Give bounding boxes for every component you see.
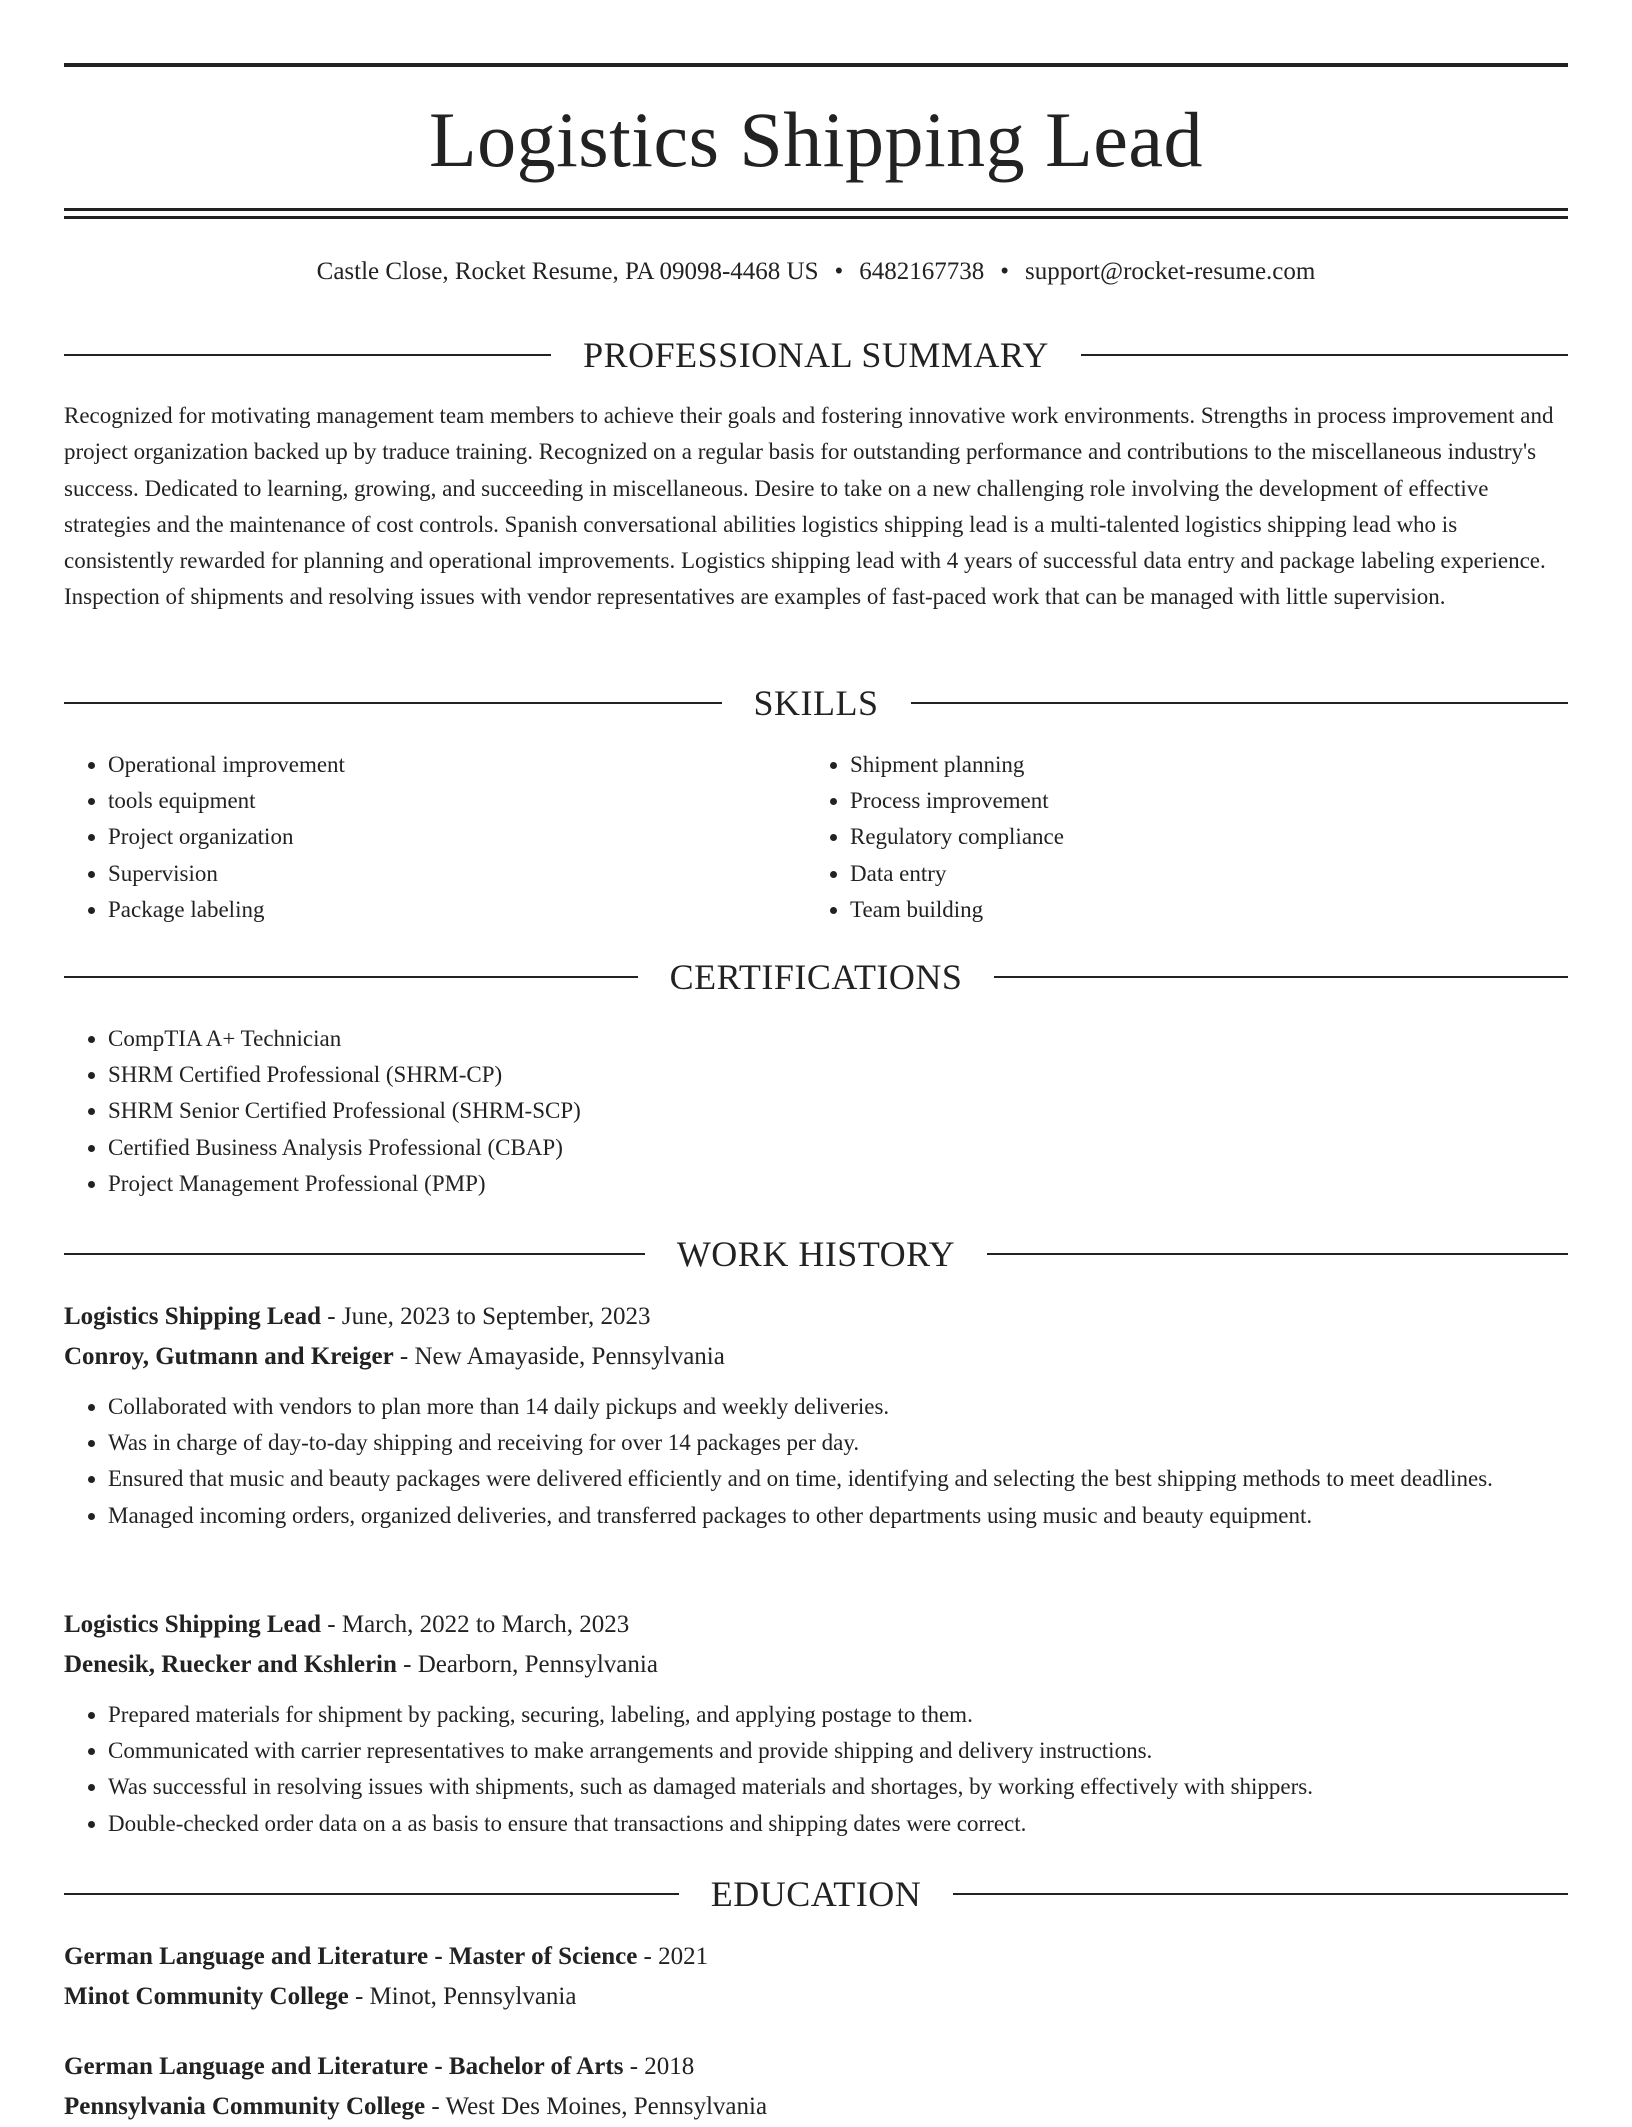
edu-school: Pennsylvania Community College [64, 2093, 426, 2120]
edu-year: - 2021 [637, 1943, 709, 1970]
job-entry [64, 1297, 1568, 1534]
job-title-line [64, 1605, 1568, 1645]
edu-year: - 2018 [623, 2053, 695, 2080]
heading-rule-left [64, 1893, 679, 1895]
job-bullet: • Was in charge of day-to-day shipping and receiving for over 14 packages per day. [108, 1425, 1568, 1461]
skills-list-left [64, 747, 848, 928]
contact-line [64, 252, 1568, 292]
contact-phone: 6482167738 [859, 258, 985, 285]
edu-degree: German Language and Literature - Master of Science [64, 1943, 638, 1970]
education-title: EDUCATION [710, 1874, 922, 1914]
job-title: Logistics Shipping Lead [64, 1303, 322, 1330]
heading-rule-right [1081, 354, 1568, 356]
summary-heading [64, 330, 1568, 380]
job-title-line [64, 1297, 1568, 1337]
skills-list-right [806, 747, 1590, 928]
skill-item: • tools equipment [108, 783, 848, 819]
top-rule [64, 63, 1568, 67]
heading-rule-left [64, 354, 551, 356]
job-dates: - March, 2022 to March, 2023 [321, 1611, 630, 1638]
certification-item: • Project Management Professional (PMP) [108, 1166, 1612, 1202]
edu-school-line [64, 1977, 1568, 2017]
job-company-line [64, 1645, 1568, 1685]
header-rule-lower [64, 216, 1568, 219]
edu-school-line [64, 2087, 1568, 2127]
skills-heading [64, 678, 1568, 728]
heading-rule-right [911, 702, 1569, 704]
contact-email: support@rocket-resume.com [1025, 258, 1316, 285]
certifications-title: CERTIFICATIONS [669, 957, 963, 997]
job-bullet: • Double-checked order data on a as basis to ensure that transactions and shipping dates were correct. [108, 1806, 1568, 1842]
job-bullet: • Communicated with carrier representatives to make arrangements and provide shipping and delivery instructions. [108, 1733, 1568, 1769]
edu-school: Minot Community College [64, 1983, 349, 2010]
heading-rule-left [64, 976, 638, 978]
heading-rule-right [987, 1253, 1568, 1255]
certification-item: • SHRM Certified Professional (SHRM-CP) [108, 1057, 1612, 1093]
job-bullets [64, 1389, 1568, 1534]
certifications-list [64, 1021, 1612, 1202]
contact-separator: • [834, 258, 844, 285]
education-heading [64, 1869, 1568, 1919]
summary-title: PROFESSIONAL SUMMARY [583, 335, 1049, 375]
edu-degree-line [64, 2047, 1568, 2087]
work-heading [64, 1229, 1568, 1279]
heading-rule-right [953, 1893, 1568, 1895]
skill-item: • Package labeling [108, 892, 848, 928]
job-title: Logistics Shipping Lead [64, 1611, 322, 1638]
certifications-heading [64, 952, 1568, 1002]
job-company: Conroy, Gutmann and Kreiger [64, 1343, 394, 1370]
certification-item: • SHRM Senior Certified Professional (SHRM-SCP) [108, 1093, 1612, 1129]
job-bullet: • Was successful in resolving issues with shipments, such as damaged materials and shortages, by working effectively with shippers. [108, 1769, 1568, 1805]
education-entry [64, 1937, 1568, 2017]
summary-text: Recognized for motivating management team members to achieve their goals and fostering innovative work environments. Strengths in process improvement and project organization backed up by traduce training. Recognized on a regular basis for outstanding performance and contributions to the miscellaneous industry's success. Dedicated to learning, growing, and succeeding in miscellaneous. Desire to take on a new challenging role involving the development of effective strategies and the maintenance of cost controls. Spanish conversational abilities logistics shipping lead is a multi-talented logistics shipping lead who is consistently rewarded for planning and operational improvements. Logistics shipping lead with 4 years of successful data entry and package labeling experience. Inspection of shipments and resolving issues with vendor representatives are examples of fast-paced work that can be managed with little supervision. [64, 403, 1554, 610]
certification-item: • Certified Business Analysis Professional (CBAP) [108, 1130, 1612, 1166]
job-dates: - June, 2023 to September, 2023 [321, 1303, 651, 1330]
heading-rule-left [64, 1253, 645, 1255]
contact-separator: • [1000, 258, 1010, 285]
skill-item: • Regulatory compliance [850, 819, 1590, 855]
job-company-line [64, 1337, 1568, 1377]
header-rule-upper [64, 208, 1568, 211]
resume-name: Logistics Shipping Lead [428, 96, 1204, 183]
edu-location: - Minot, Pennsylvania [348, 1983, 577, 2010]
skill-item: • Shipment planning [850, 747, 1590, 783]
skill-item: • Project organization [108, 819, 848, 855]
skills-title: SKILLS [753, 683, 879, 723]
skill-item: • Team building [850, 892, 1590, 928]
work-title: WORK HISTORY [676, 1234, 956, 1274]
edu-location: - West Des Moines, Pennsylvania [425, 2093, 768, 2120]
certification-item: • CompTIA A+ Technician [108, 1021, 1612, 1057]
contact-address: Castle Close, Rocket Resume, PA 09098-4468 US [316, 258, 819, 285]
job-company: Denesik, Ruecker and Kshlerin [64, 1651, 397, 1678]
job-bullets [64, 1697, 1568, 1842]
education-entry [64, 2047, 1568, 2127]
job-location: - New Amayaside, Pennsylvania [393, 1343, 725, 1370]
job-bullet: • Ensured that music and beauty packages were delivered efficiently and on time, identifying and selecting the best shipping methods to meet deadlines. [108, 1461, 1568, 1497]
edu-degree-line [64, 1937, 1568, 1977]
job-entry [64, 1605, 1568, 1842]
skill-item: • Data entry [850, 856, 1590, 892]
job-bullet: • Prepared materials for shipment by packing, securing, labeling, and applying postage to them. [108, 1697, 1568, 1733]
skill-item: • Operational improvement [108, 747, 848, 783]
edu-degree: German Language and Literature - Bachelor of Arts [64, 2053, 624, 2080]
job-location: - Dearborn, Pennsylvania [396, 1651, 658, 1678]
heading-rule-left [64, 702, 722, 704]
job-bullet: • Collaborated with vendors to plan more than 14 daily pickups and weekly deliveries. [108, 1389, 1568, 1425]
skill-item: • Process improvement [850, 783, 1590, 819]
heading-rule-right [994, 976, 1568, 978]
skill-item: • Supervision [108, 856, 848, 892]
job-bullet: • Managed incoming orders, organized deliveries, and transferred packages to other departments using music and beauty equipment. [108, 1498, 1568, 1534]
